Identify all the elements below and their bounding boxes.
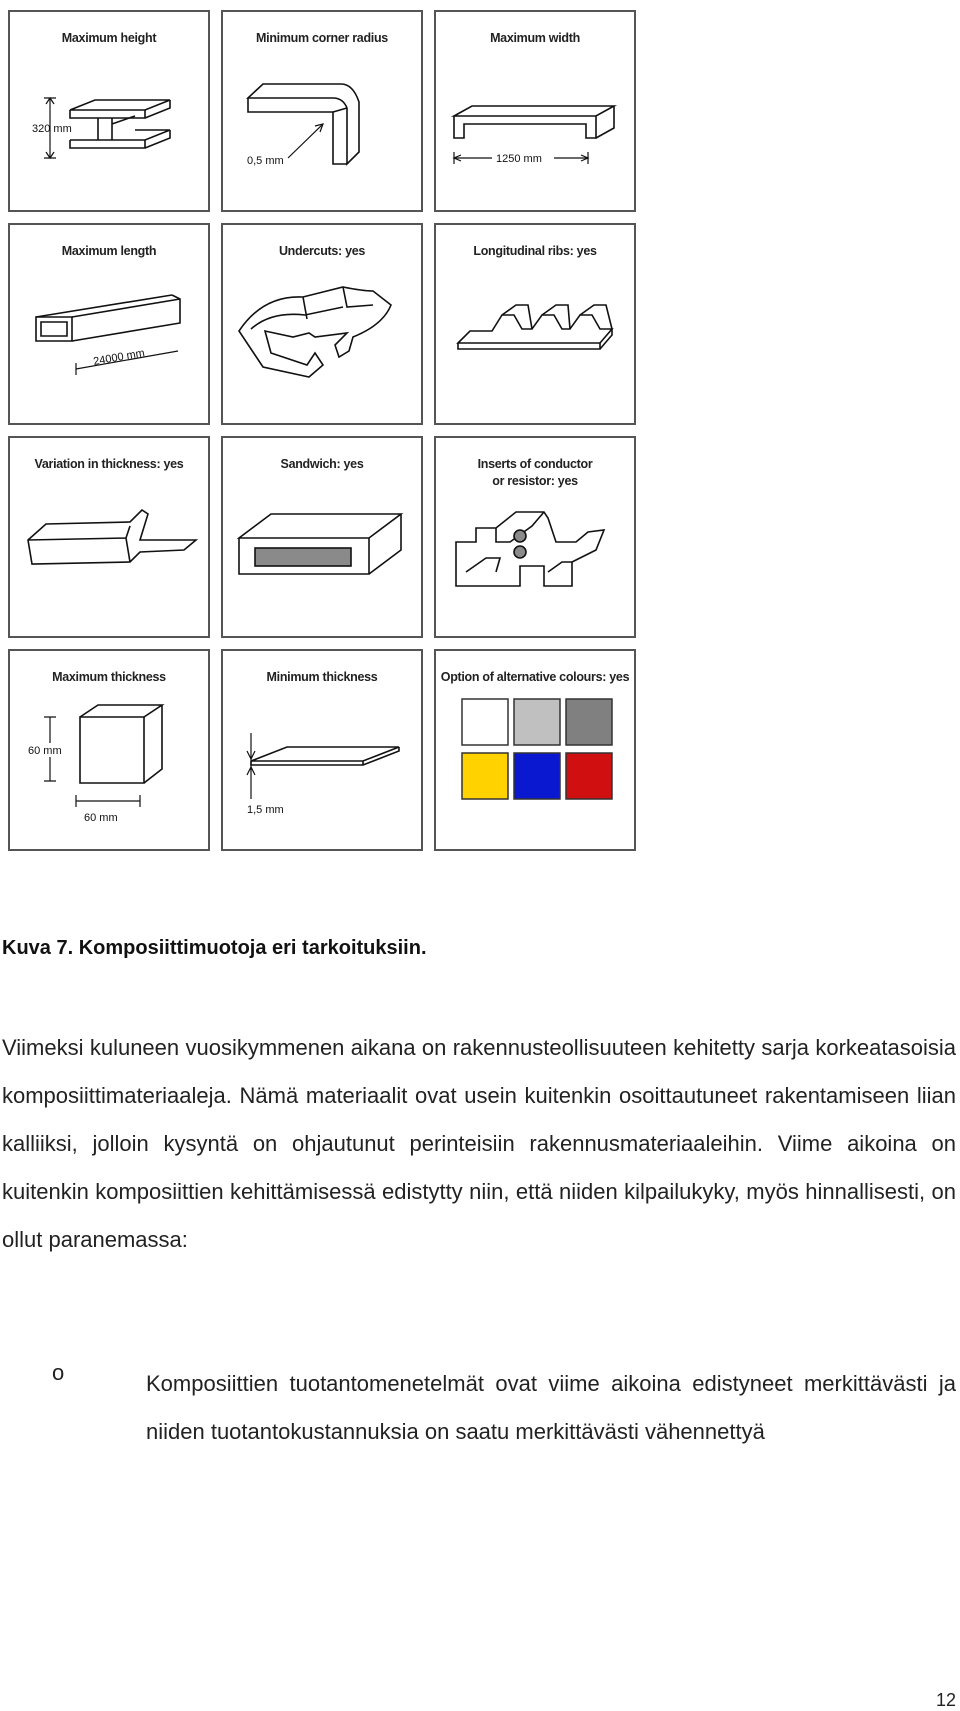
- ribbed-profile-illustration: [436, 225, 634, 423]
- cell-title: Maximum thickness: [52, 670, 166, 684]
- stepped-profile-illustration: [10, 438, 208, 636]
- figure-caption: Kuva 7. Komposiittimuotoja eri tarkoituksiin.: [2, 937, 427, 959]
- sandwich-panel-illustration: [223, 438, 421, 636]
- colour-swatches: [436, 651, 634, 849]
- cell-maximum-width: [434, 10, 636, 212]
- swatch-red: [566, 753, 612, 799]
- cell-minimum-corner-radius: [221, 10, 423, 212]
- thin-sheet-illustration: [223, 651, 421, 849]
- dimension-label: 320 mm: [32, 123, 72, 135]
- bullet-marker: o: [52, 1360, 65, 1385]
- cell-inserts-of-conductor: [434, 436, 636, 638]
- dimension-label: 0,5 mm: [247, 155, 284, 167]
- cube-illustration: [10, 651, 208, 849]
- bullet-item-text: Komposiittien tuotantomenetelmät ovat viime aikoina edistyneet merkittävästi ja niiden tuotantokustannuksia on saatu merkittävästi vähennettyä: [146, 1371, 956, 1444]
- cell-title: Variation in thickness: yes: [34, 457, 184, 471]
- undercut-profile-illustration: [223, 225, 421, 423]
- composite-shapes-figure: [8, 10, 640, 858]
- cell-title: Sandwich: yes: [280, 457, 364, 471]
- swatch-light-grey: [514, 699, 560, 745]
- channel-profile-illustration: [436, 12, 634, 210]
- cell-title: Inserts of conductor or resistor: yes: [477, 457, 593, 488]
- dimension-label: 24000 mm: [92, 347, 146, 368]
- rectangular-tube-illustration: [10, 225, 208, 423]
- swatch-yellow: [462, 753, 508, 799]
- cell-title: Maximum height: [61, 31, 157, 45]
- swatch-blue: [514, 753, 560, 799]
- dimension-label: 1250 mm: [496, 153, 542, 165]
- i-beam-illustration: [10, 12, 208, 210]
- cell-variation-in-thickness: [8, 436, 210, 638]
- dimension-label: 60 mm: [84, 812, 118, 824]
- cell-longitudinal-ribs: [434, 223, 636, 425]
- swatch-white: [462, 699, 508, 745]
- body-paragraph: Viimeksi kuluneen vuosikymmenen aikana on rakennusteollisuuteen kehitetty sarja korkeatasoisia komposiittimateriaaleja. Nämä materiaalit ovat usein kuitenkin osoittautuneet rakentamiseen liian kalliiksi, jolloin kysyntä on ohjautunut perinteisiin rakennusmateriaaleihin. Viime aikoina on kuitenkin komposiittien kehittämisessä edistytty niin, että niiden kilpailukyky, myös hinnallisesti, on ollut paranemassa:: [2, 1035, 956, 1252]
- cell-sandwich: [221, 436, 423, 638]
- cell-alternative-colours: [434, 649, 636, 851]
- cell-title: Maximum width: [490, 31, 580, 45]
- swatch-dark-grey: [566, 699, 612, 745]
- cell-maximum-length: [8, 223, 210, 425]
- cell-minimum-thickness: [221, 649, 423, 851]
- cell-title: Maximum length: [61, 244, 157, 258]
- cell-undercuts: [221, 223, 423, 425]
- dimension-label: 60 mm: [28, 745, 62, 757]
- cell-maximum-height: [8, 10, 210, 212]
- cell-maximum-thickness: [8, 649, 210, 851]
- cell-title: Undercuts: yes: [278, 244, 366, 258]
- corner-profile-illustration: [223, 12, 421, 210]
- page-number: 12: [935, 1690, 956, 1710]
- insert-profile-illustration: [436, 438, 634, 636]
- cell-title: Minimum thickness: [266, 670, 378, 684]
- cell-title: Minimum corner radius: [256, 31, 388, 45]
- cell-title: Option of alternative colours: yes: [440, 670, 630, 684]
- dimension-label: 1,5 mm: [247, 804, 284, 816]
- cell-title: Longitudinal ribs: yes: [473, 244, 597, 258]
